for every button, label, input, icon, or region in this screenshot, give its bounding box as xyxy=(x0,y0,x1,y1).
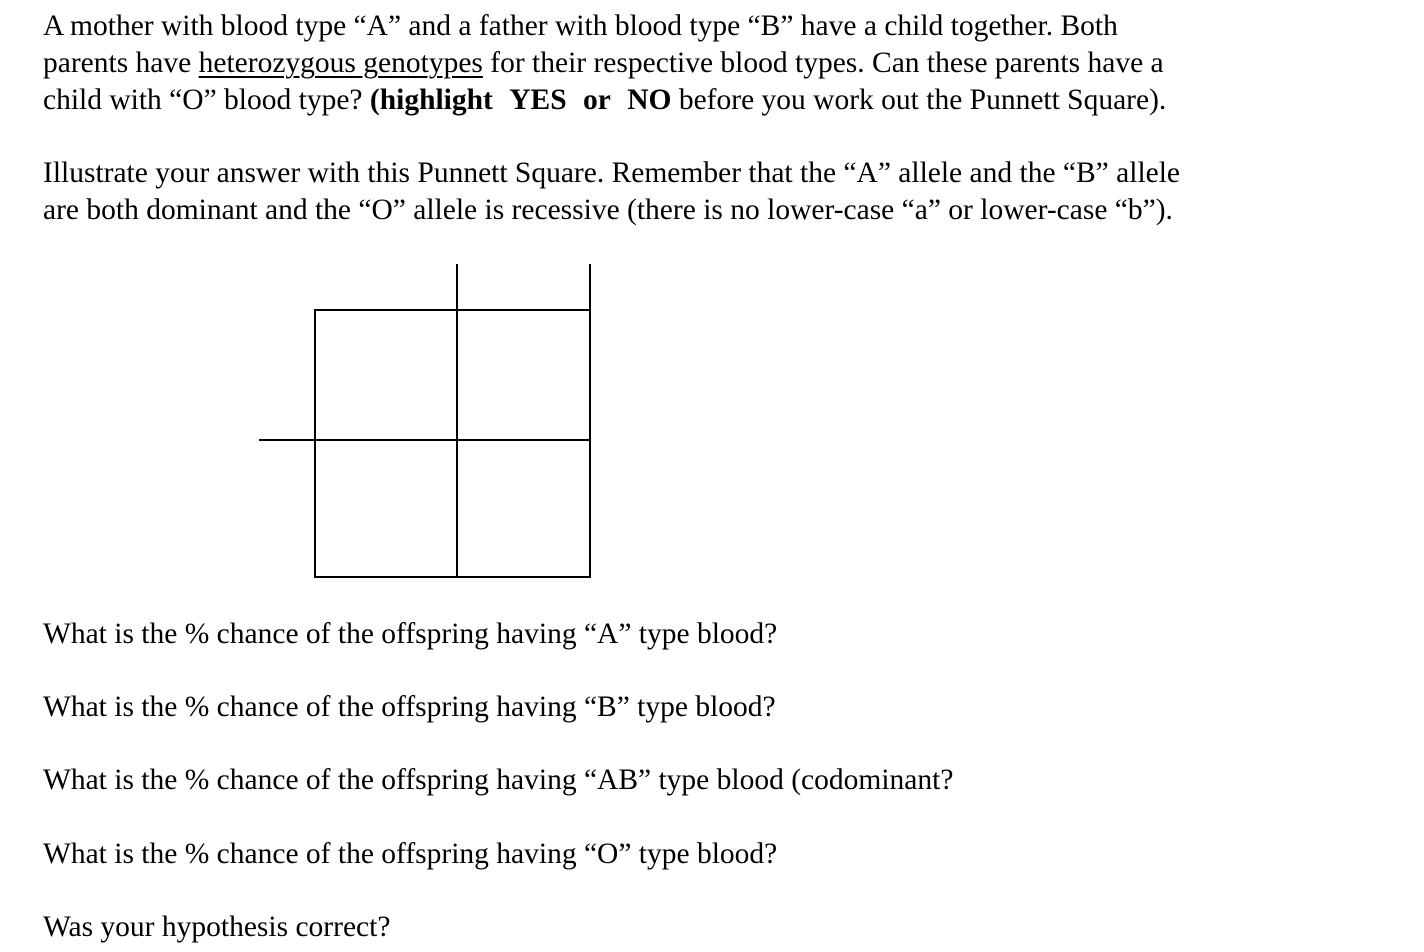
highlight-instruction: (highlight xyxy=(369,84,493,116)
intro-line-1: A mother with blood type “A” and a father with blood type “B” have a child together. Both xyxy=(43,10,1118,42)
question-b-type: What is the % chance of the offspring having “B” type blood? xyxy=(43,691,776,723)
intro-paragraph xyxy=(43,8,1413,119)
question-o-type: What is the % chance of the offspring having “O” type blood? xyxy=(43,838,778,870)
yes-option[interactable]: YES xyxy=(509,84,567,116)
punnett-center-vertical-line xyxy=(456,264,458,577)
punnett-center-horizontal-line xyxy=(259,439,591,441)
punnett-outer-left-border xyxy=(314,309,316,577)
instructions-paragraph xyxy=(43,155,1413,229)
punnett-outer-right-border xyxy=(589,264,591,577)
instructions-line-1: Illustrate your answer with this Punnett Square. Remember that the “A” allele and the “B” allele xyxy=(43,157,1181,189)
intro-line-3-end: before you work out the Punnett Square). xyxy=(671,84,1167,116)
intro-line-3-start: child with “O” blood type? xyxy=(43,84,370,116)
intro-line-3 xyxy=(43,82,1413,119)
punnett-outer-bottom-border xyxy=(314,576,591,578)
punnett-outer-top-border xyxy=(314,309,591,311)
question-ab-type: What is the % chance of the offspring having “AB” type blood (codominant? xyxy=(43,764,954,796)
intro-line-2-start: parents have xyxy=(43,47,199,79)
question-a-type: What is the % chance of the offspring having “A” type blood? xyxy=(43,618,778,650)
question-hypothesis: Was your hypothesis correct? xyxy=(43,911,391,943)
instructions-line-2: are both dominant and the “O” allele is recessive (there is no lower-case “a” or lower-case “b”). xyxy=(43,194,1173,226)
no-option[interactable]: NO xyxy=(627,84,672,116)
intro-line-2-end: for their respective blood types. Can these parents have a xyxy=(482,47,1164,79)
heterozygous-genotypes-term: heterozygous genotypes xyxy=(198,47,483,79)
intro-line-2 xyxy=(43,45,1413,82)
or-word: or xyxy=(583,84,611,116)
